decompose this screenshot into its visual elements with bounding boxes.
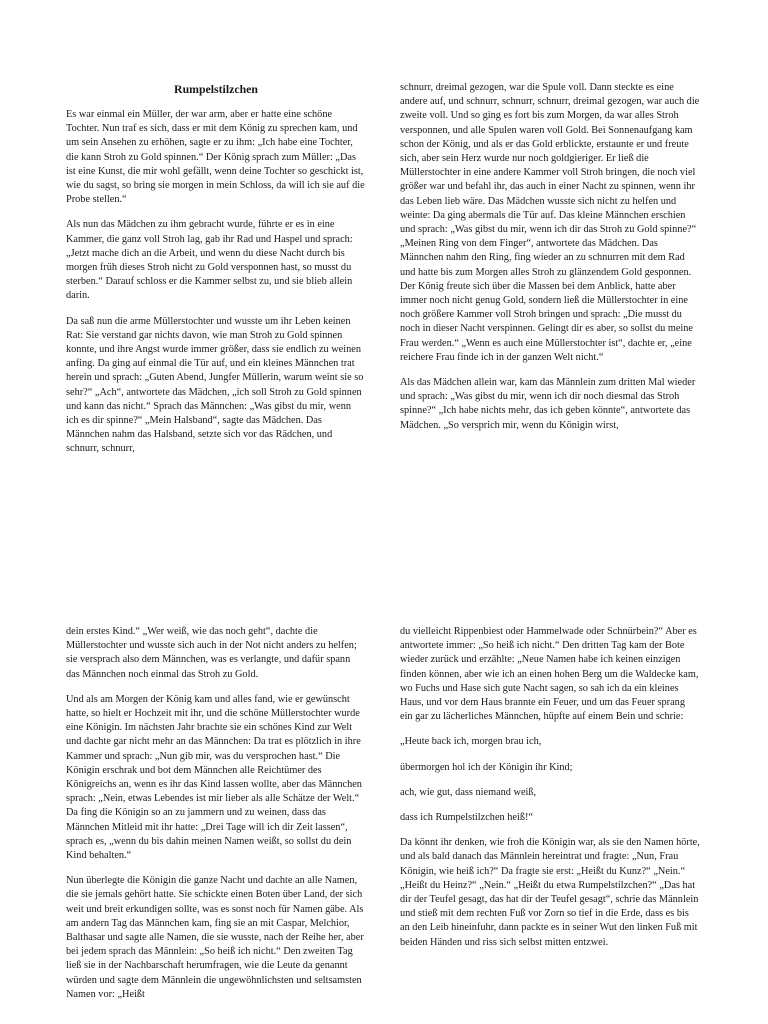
verse-line: übermorgen hol ich der Königin ihr Kind; <box>400 761 573 773</box>
document-title: Rumpelstilzchen <box>174 82 258 96</box>
paragraph: Da saß nun die arme Müllerstochter und wusste um ihr Leben keinen Rat: Sie verstand gar nichts davon, wie man Stroh zu Gold spinnen konnte, und ihre Angst wurde immer größer, dass sie endlich zu weinen anfing. Da ging auf einmal die Tür auf, und ein kleines Männchen trat herein und sprach: „Guten Abend, Jungfer Müllerin, warum weint sie so sehr?“ „Ach“, antwortete das Mädchen, „ich soll Stroh zu Gold spinnen und kann das nicht.“ Sprach das Männchen: „Was gibst du mir, wenn ich es dir spinne?“ „Mein Halsband“, sagte das Mädchen. Das Männchen nahm das Halsband, setzte sich vor das Rädchen, und schnurr, schnurr, <box>66 315 364 455</box>
paragraph: Als nun das Mädchen zu ihm gebracht wurde, führte er es in eine Kammer, die ganz voll Stroh lag, gab ihr Rad und Haspel und sprach: „Jetzt mache dich an die Arbeit, und wenn du diese Nacht durch bis morgen früh dieses Stroh nicht zu Gold versponnen hast, so musst du sterben.“ Darauf schloss er die Kammer selbst zu, und sie blieb allein darin. <box>66 219 353 302</box>
paragraph: Nun überlegte die Königin die ganze Nacht und dachte an alle Namen, die sie jemals gehört hatte. Sie schickte einen Boten über Land, der sich weit und breit erkundigen sollte, was es sonst noch für Namen gäbe. Als am andern Tag das Männchen kam, fing sie an mit Caspar, Melchior, Balthasar und sagte alle Namen, die sie wusste, nach der Reihe her, aber bei jedem sprach das Männlein: „So heiß ich nicht.“ Den zweiten Tag ließ sie in der Nachbarschaft herumfragen, wie die Leute da genannt würden und sagte dem Männlein die ungewöhnlichsten und seltsamsten Namen vor: „Heißt <box>66 875 364 1000</box>
paragraph: schnurr, dreimal gezogen, war die Spule voll. Dann steckte es eine andere auf, und schnurr, schnurr, schnurr, dreimal gezogen, war auch die zweite voll. Und so ging es fort bis zum Morgen, da war alles Stroh versponnen, und alle Spulen waren voll Gold. Bei Sonnenaufgang kam schon der König, und als er das Gold erblickte, erstaunte er und freute sich, aber sein Herz wurde nur noch goldgieriger. Er ließ die Müllerstochter in eine andere Kammer voll Stroh bringen, die noch viel größer war und befahl ihr, das auch in einer Nacht zu spinnen, wenn ihr das Leben lieb wäre. Das Mädchen wusste sich nicht zu helfen und weinte: Da ging abermals die Tür auf. Das kleine Männchen erschien und sprach: „Was gibst du mir, wenn ich dir das Stroh zu Gold spinne?“ „Meinen Ring von dem Finger“, antwortete das Mädchen. Das Männchen nahm den Ring, fing wieder an zu schnurren mit dem Rad und hatte bis zum Morgen alles Stroh zu glänzendem Gold gesponnen. Der König freute sich über die Massen bei dem Anblick, hatte aber immer noch nicht genug Gold, sondern ließ die Müllerstochter in eine noch größere Kammer voll Stroh bringen und sprach: „Die musst du noch in dieser Nacht verspinnen. Gelingt dir es aber, so sollst du meine Frau werden.“ „Wenn es auch eine Müllerstochter ist“, dachte er, „eine reichere Frau finde ich in der ganzen Welt nicht.“ <box>400 82 700 363</box>
column-2 <box>400 81 700 444</box>
column-3 <box>66 625 366 1013</box>
verse-line: dass ich Rumpelstilzchen heiß!“ <box>400 812 533 824</box>
column-4 <box>400 625 700 961</box>
paragraph: dein erstes Kind.“ „Wer weiß, wie das noch geht“, dachte die Müllerstochter und wusste sich auch in der Not nicht anders zu helfen; sie versprach also dem Männchen, was es verlangte, und dafür spann das Männchen noch einmal das Stroh zu Gold. <box>66 626 357 680</box>
paragraph: Und als am Morgen der König kam und alles fand, wie er gewünscht hatte, so hielt er Hochzeit mit ihr, und die schöne Müllerstochter wurde eine Königin. Im nächsten Jahr brachte sie ein schönes Kind zur Welt und dachte gar nicht mehr an das Männchen: Da trat es plötzlich in ihre Kammer und sprach: „Nun gib mir, was du versprochen hast.“ Die Königin erschrak und bot dem Männchen alle Reichtümer des Königreichs an, wenn es ihr das Kind lassen wollte, aber das Männchen sprach: „Nein, etwas Lebendes ist mir lieber als alle Schätze der Welt.“ Da fing die Königin so an zu jammern und zu weinen, dass das Männchen Mitleid mit ihr hatte: „Drei Tage will ich dir Zeit lassen“, sprach es, „wenn du bis dahin meinen Namen weißt, so sollst du dein Kind behalten.“ <box>66 693 362 862</box>
column-1 <box>66 82 366 468</box>
paragraph: Da könnt ihr denken, wie froh die Königin war, als sie den Namen hörte, und als bald danach das Männlein hereintrat und fragte: „Nun, Frau Königin, wie heiß ich?“ Da fragte sie erst: „Heißt du Kunz?“ „Nein.“ „Heißt du Heinz?“ „Nein.“ „Heißt du etwa Rumpelstilzchen?“ „Das hat dir der Teufel gesagt, das hat dir der Teufel gesagt“, schrie das Männlein und stieß mit dem rechten Fuß vor Zorn so tief in die Erde, dass es bis an den Leib hineinfuhr, dann packte es in seiner Wut den linken Fuß mit beiden Händen und riss sich selbst mitten entzwei. <box>400 837 700 948</box>
paragraph: Als das Mädchen allein war, kam das Männlein zum dritten Mal wieder und sprach: „Was gibst du mir, wenn ich dir noch diesmal das Stroh spinne?“ „Ich habe nichts mehr, das ich geben könnte“, antwortete das Mädchen. „So versprich mir, wenn du Königin wirst, <box>400 377 696 431</box>
paragraph: du vielleicht Rippenbiest oder Hammelwade oder Schnürbein?“ Aber es antwortete immer: „So heiß ich nicht.“ Den dritten Tag kam der Bote wieder zurück und erzählte: „Neue Namen habe ich keinen einzigen finden können, aber wie ich an einen hohen Berg um die Waldecke kam, wo Fuchs und Hase sich gute Nacht sagen, so sah ich da ein kleines Haus, und vor dem Haus brannte ein Feuer, und um das Feuer sprang ein gar zu lächerliches Männchen, hüpfte auf einem Bein und schrie: <box>400 626 699 723</box>
paragraph: Es war einmal ein Müller, der war arm, aber er hatte eine schöne Tochter. Nun traf es sich, dass er mit dem König zu sprechen kam, und um sein Ansehen zu erhöhen, sagte er zu ihm: „Ich habe eine Tochter, die kann Stroh zu Gold spinnen.“ Der König sprach zum Müller: „Das ist eine Kunst, die mir wohl gefällt, wenn deine Tochter so geschickt ist, wie du sagst, so bring sie morgen in mein Schloss, da will ich sie auf die Probe stellen.“ <box>66 109 365 206</box>
verse-line: „Heute back ich, morgen brau ich, <box>400 736 542 748</box>
verse-line: ach, wie gut, dass niemand weiß, <box>400 786 537 798</box>
